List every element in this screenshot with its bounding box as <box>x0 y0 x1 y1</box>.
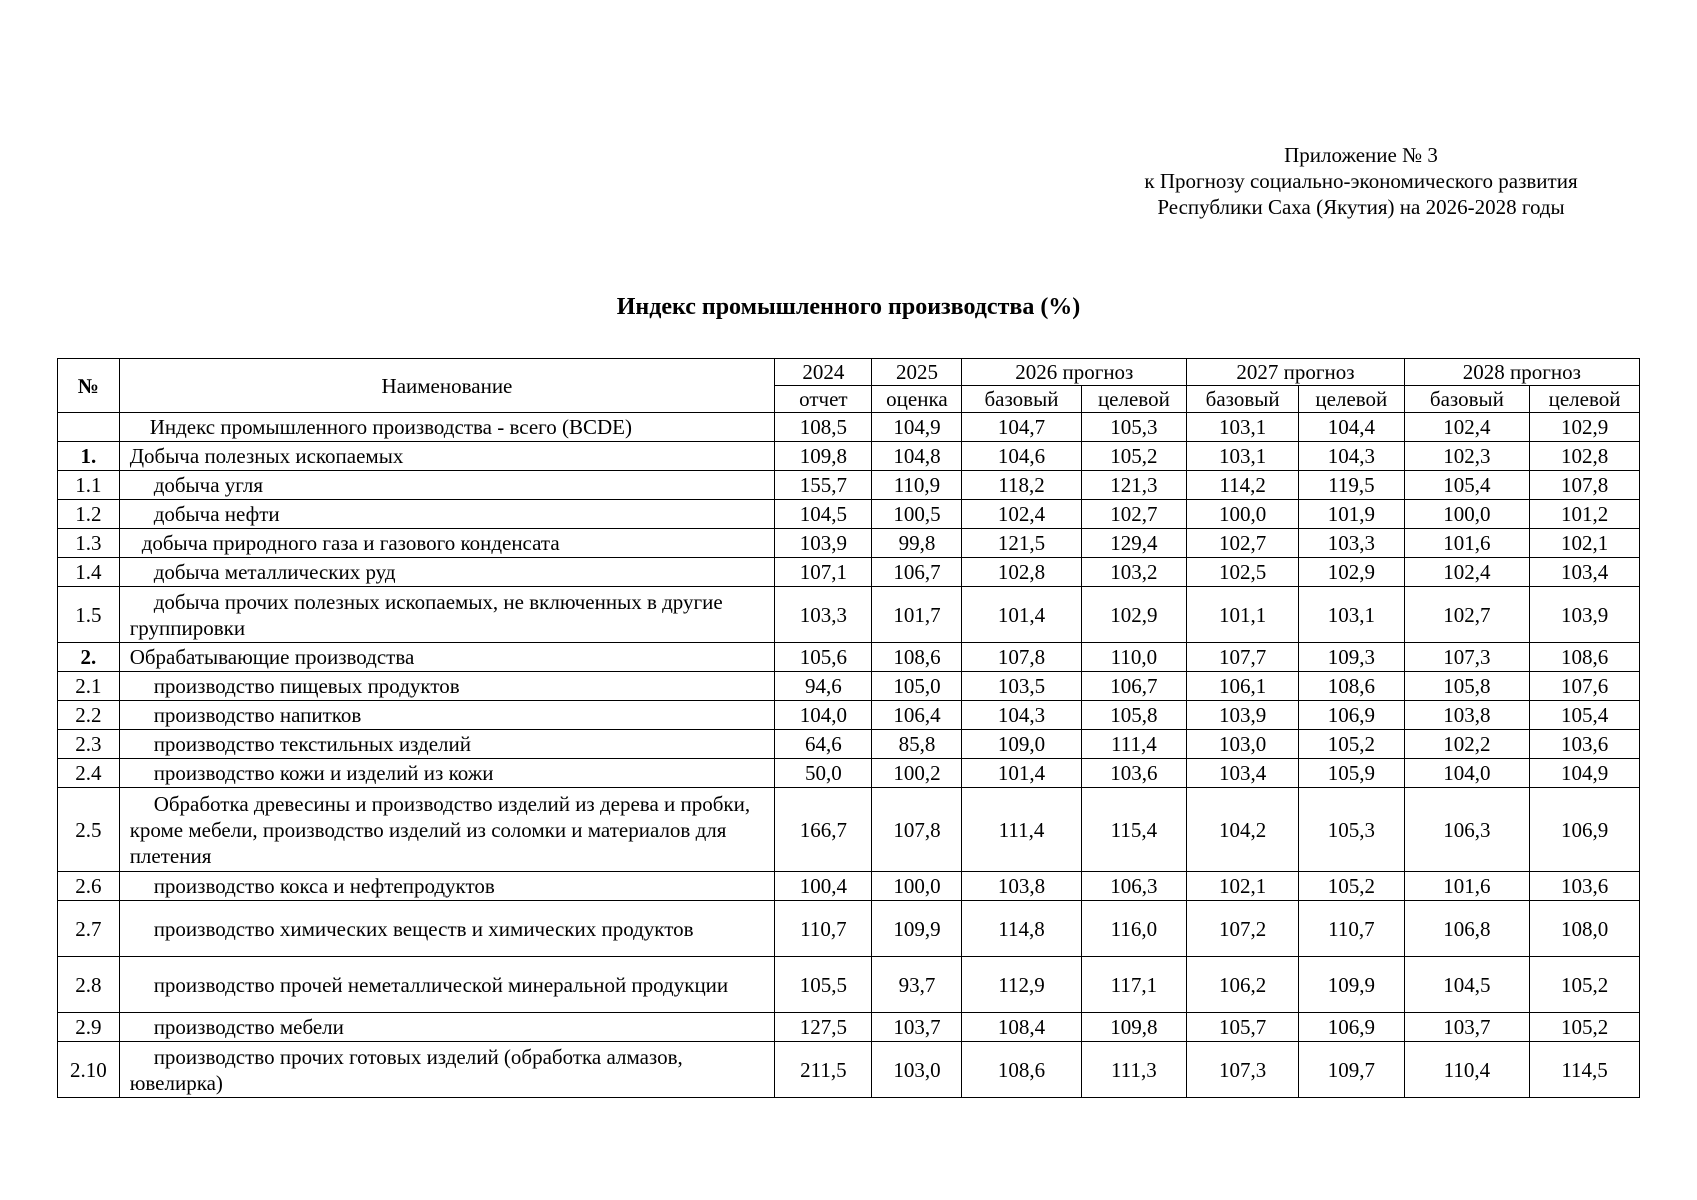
table-row <box>58 701 1640 730</box>
document-title: Индекс промышленного производства (%) <box>616 294 1081 320</box>
value-2028-base: 103,7 <box>1404 1013 1529 1042</box>
value-2027-target: 109,3 <box>1299 643 1405 672</box>
value-2026-base: 109,0 <box>962 730 1081 759</box>
row-name: добыча нефти <box>119 500 775 529</box>
value-2024-report: 103,9 <box>775 529 872 558</box>
value-2025-estimate: 101,7 <box>872 587 962 643</box>
table-row <box>58 730 1640 759</box>
value-2025-estimate: 106,7 <box>872 558 962 587</box>
value-2027-target: 106,9 <box>1299 1013 1405 1042</box>
value-2026-target: 129,4 <box>1081 529 1187 558</box>
value-2026-base: 104,7 <box>962 413 1081 442</box>
value-2026-target: 111,4 <box>1081 730 1187 759</box>
value-2024-report: 110,7 <box>775 901 872 957</box>
value-2026-base: 114,8 <box>962 901 1081 957</box>
value-2024-report: 155,7 <box>775 471 872 500</box>
value-2027-target: 105,2 <box>1299 872 1405 901</box>
value-2028-base: 107,3 <box>1404 643 1529 672</box>
value-2027-target: 105,9 <box>1299 759 1405 788</box>
value-2026-target: 105,8 <box>1081 701 1187 730</box>
value-2026-target: 111,3 <box>1081 1042 1187 1098</box>
value-2026-target: 103,2 <box>1081 558 1187 587</box>
value-2028-base: 102,4 <box>1404 558 1529 587</box>
value-2025-estimate: 99,8 <box>872 529 962 558</box>
value-2027-target: 104,4 <box>1299 413 1405 442</box>
value-2025-estimate: 105,0 <box>872 672 962 701</box>
value-2024-report: 104,5 <box>775 500 872 529</box>
table-row <box>58 1013 1640 1042</box>
value-2028-target: 105,2 <box>1530 1013 1640 1042</box>
value-2028-target: 103,9 <box>1530 587 1640 643</box>
value-2027-target: 102,9 <box>1299 558 1405 587</box>
header-number: № <box>58 359 120 413</box>
row-name: Индекс промышленного производства - всего (BCDE) <box>119 413 775 442</box>
value-2028-base: 106,3 <box>1404 788 1529 872</box>
value-2026-base: 101,4 <box>962 759 1081 788</box>
row-name: производство текстильных изделий <box>119 730 775 759</box>
value-2025-estimate: 108,6 <box>872 643 962 672</box>
industrial-production-table <box>57 358 1640 1098</box>
row-code: 2.2 <box>58 701 120 730</box>
value-2024-report: 107,1 <box>775 558 872 587</box>
appendix-line-2: к Прогнозу социально-экономического развития <box>1144 169 1578 193</box>
value-2027-target: 110,7 <box>1299 901 1405 957</box>
value-2027-base: 103,9 <box>1187 701 1299 730</box>
value-2025-estimate: 103,0 <box>872 1042 962 1098</box>
table-row <box>58 643 1640 672</box>
value-2025-estimate: 100,0 <box>872 872 962 901</box>
table-row <box>58 500 1640 529</box>
value-2025-estimate: 106,4 <box>872 701 962 730</box>
value-2027-target: 101,9 <box>1299 500 1405 529</box>
value-2024-report: 127,5 <box>775 1013 872 1042</box>
value-2028-base: 102,2 <box>1404 730 1529 759</box>
row-name: Обработка древесины и производство изделий из дерева и пробки, кроме мебели, производство изделий из соломки и материалов для плетения <box>119 788 775 872</box>
row-name: производство прочих готовых изделий (обработка алмазов, ювелирка) <box>119 1042 775 1098</box>
value-2028-target: 107,6 <box>1530 672 1640 701</box>
value-2028-target: 104,9 <box>1530 759 1640 788</box>
appendix-line-1: Приложение № 3 <box>1284 143 1438 167</box>
table-header <box>58 359 1640 413</box>
value-2025-estimate: 104,8 <box>872 442 962 471</box>
value-2027-base: 101,1 <box>1187 587 1299 643</box>
value-2026-target: 102,9 <box>1081 587 1187 643</box>
row-code: 2.4 <box>58 759 120 788</box>
row-name: производство кокса и нефтепродуктов <box>119 872 775 901</box>
value-2024-report: 211,5 <box>775 1042 872 1098</box>
table-row <box>58 901 1640 957</box>
value-2028-target: 106,9 <box>1530 788 1640 872</box>
value-2027-base: 105,7 <box>1187 1013 1299 1042</box>
value-2027-target: 105,3 <box>1299 788 1405 872</box>
header-2027-target: целевой <box>1299 386 1405 413</box>
row-name: добыча металлических руд <box>119 558 775 587</box>
header-2027-forecast: 2027 прогноз <box>1187 359 1404 386</box>
header-2028-base: базовый <box>1404 386 1529 413</box>
row-name: Добыча полезных ископаемых <box>119 442 775 471</box>
value-2024-report: 64,6 <box>775 730 872 759</box>
value-2028-target: 107,8 <box>1530 471 1640 500</box>
value-2028-base: 102,7 <box>1404 587 1529 643</box>
table-row <box>58 471 1640 500</box>
value-2028-base: 110,4 <box>1404 1042 1529 1098</box>
table-row <box>58 872 1640 901</box>
value-2025-estimate: 93,7 <box>872 957 962 1013</box>
value-2028-target: 114,5 <box>1530 1042 1640 1098</box>
row-code: 2.1 <box>58 672 120 701</box>
row-code: 1.4 <box>58 558 120 587</box>
value-2027-base: 102,1 <box>1187 872 1299 901</box>
value-2024-report: 100,4 <box>775 872 872 901</box>
value-2026-base: 107,8 <box>962 643 1081 672</box>
value-2025-estimate: 85,8 <box>872 730 962 759</box>
value-2024-report: 104,0 <box>775 701 872 730</box>
value-2028-base: 102,4 <box>1404 413 1529 442</box>
row-name: производство пищевых продуктов <box>119 672 775 701</box>
table-row <box>58 413 1640 442</box>
value-2026-target: 117,1 <box>1081 957 1187 1013</box>
table-row <box>58 957 1640 1013</box>
table-row <box>58 1042 1640 1098</box>
value-2025-estimate: 110,9 <box>872 471 962 500</box>
value-2027-target: 105,2 <box>1299 730 1405 759</box>
value-2026-base: 104,3 <box>962 701 1081 730</box>
row-name: добыча прочих полезных ископаемых, не включенных в другие группировки <box>119 587 775 643</box>
value-2027-base: 106,2 <box>1187 957 1299 1013</box>
header-2027-base: базовый <box>1187 386 1299 413</box>
value-2028-base: 105,8 <box>1404 672 1529 701</box>
value-2024-report: 94,6 <box>775 672 872 701</box>
row-code: 2.7 <box>58 901 120 957</box>
value-2026-target: 106,7 <box>1081 672 1187 701</box>
value-2028-base: 101,6 <box>1404 872 1529 901</box>
value-2028-base: 100,0 <box>1404 500 1529 529</box>
row-code: 2.10 <box>58 1042 120 1098</box>
value-2026-target: 103,6 <box>1081 759 1187 788</box>
value-2027-base: 103,1 <box>1187 442 1299 471</box>
value-2027-base: 107,3 <box>1187 1042 1299 1098</box>
value-2026-target: 110,0 <box>1081 643 1187 672</box>
row-name: производство мебели <box>119 1013 775 1042</box>
value-2027-target: 103,3 <box>1299 529 1405 558</box>
value-2028-base: 104,5 <box>1404 957 1529 1013</box>
value-2028-target: 108,6 <box>1530 643 1640 672</box>
value-2027-target: 106,9 <box>1299 701 1405 730</box>
header-2024-report: отчет <box>775 386 872 413</box>
value-2024-report: 105,6 <box>775 643 872 672</box>
value-2024-report: 103,3 <box>775 587 872 643</box>
value-2028-target: 103,6 <box>1530 872 1640 901</box>
row-name: производство прочей неметаллической минеральной продукции <box>119 957 775 1013</box>
header-2028-target: целевой <box>1530 386 1640 413</box>
value-2025-estimate: 104,9 <box>872 413 962 442</box>
value-2028-target: 101,2 <box>1530 500 1640 529</box>
value-2025-estimate: 103,7 <box>872 1013 962 1042</box>
row-code: 1. <box>58 442 120 471</box>
row-name: добыча природного газа и газового конденсата <box>119 529 775 558</box>
row-code: 2.9 <box>58 1013 120 1042</box>
appendix-line-3: Республики Саха (Якутия) на 2026-2028 годы <box>1157 195 1565 219</box>
value-2028-target: 105,2 <box>1530 957 1640 1013</box>
value-2027-base: 107,2 <box>1187 901 1299 957</box>
row-code: 2.3 <box>58 730 120 759</box>
value-2028-base: 103,8 <box>1404 701 1529 730</box>
value-2026-target: 115,4 <box>1081 788 1187 872</box>
header-2025-estimate: оценка <box>872 386 962 413</box>
table-row <box>58 587 1640 643</box>
appendix-note <box>1081 142 1641 220</box>
value-2027-base: 102,7 <box>1187 529 1299 558</box>
value-2024-report: 166,7 <box>775 788 872 872</box>
value-2026-target: 121,3 <box>1081 471 1187 500</box>
row-code: 1.1 <box>58 471 120 500</box>
header-2025: 2025 <box>872 359 962 386</box>
value-2026-base: 111,4 <box>962 788 1081 872</box>
value-2028-target: 102,8 <box>1530 442 1640 471</box>
table-row <box>58 442 1640 471</box>
header-2028-forecast: 2028 прогноз <box>1404 359 1639 386</box>
row-name: производство напитков <box>119 701 775 730</box>
value-2027-base: 114,2 <box>1187 471 1299 500</box>
table-row <box>58 759 1640 788</box>
value-2028-target: 105,4 <box>1530 701 1640 730</box>
value-2027-base: 104,2 <box>1187 788 1299 872</box>
header-2026-forecast: 2026 прогноз <box>962 359 1187 386</box>
value-2025-estimate: 107,8 <box>872 788 962 872</box>
value-2024-report: 108,5 <box>775 413 872 442</box>
value-2028-target: 102,1 <box>1530 529 1640 558</box>
header-2026-base: базовый <box>962 386 1081 413</box>
value-2027-target: 119,5 <box>1299 471 1405 500</box>
row-code: 2.5 <box>58 788 120 872</box>
value-2027-base: 103,4 <box>1187 759 1299 788</box>
value-2026-base: 103,8 <box>962 872 1081 901</box>
table-body <box>58 413 1640 1098</box>
value-2028-base: 104,0 <box>1404 759 1529 788</box>
value-2026-base: 103,5 <box>962 672 1081 701</box>
value-2027-base: 103,0 <box>1187 730 1299 759</box>
value-2027-base: 100,0 <box>1187 500 1299 529</box>
value-2024-report: 105,5 <box>775 957 872 1013</box>
value-2027-base: 106,1 <box>1187 672 1299 701</box>
value-2026-base: 102,8 <box>962 558 1081 587</box>
value-2026-base: 118,2 <box>962 471 1081 500</box>
value-2028-target: 103,6 <box>1530 730 1640 759</box>
value-2024-report: 50,0 <box>775 759 872 788</box>
row-code: 2.6 <box>58 872 120 901</box>
value-2026-target: 106,3 <box>1081 872 1187 901</box>
value-2025-estimate: 100,2 <box>872 759 962 788</box>
row-code: 2. <box>58 643 120 672</box>
value-2026-base: 102,4 <box>962 500 1081 529</box>
value-2026-base: 101,4 <box>962 587 1081 643</box>
value-2026-base: 108,6 <box>962 1042 1081 1098</box>
value-2027-base: 107,7 <box>1187 643 1299 672</box>
value-2028-base: 102,3 <box>1404 442 1529 471</box>
value-2027-target: 104,3 <box>1299 442 1405 471</box>
value-2025-estimate: 109,9 <box>872 901 962 957</box>
value-2028-target: 102,9 <box>1530 413 1640 442</box>
value-2026-target: 109,8 <box>1081 1013 1187 1042</box>
row-name: добыча угля <box>119 471 775 500</box>
value-2028-base: 101,6 <box>1404 529 1529 558</box>
value-2028-target: 108,0 <box>1530 901 1640 957</box>
row-name: производство кожи и изделий из кожи <box>119 759 775 788</box>
table-row <box>58 672 1640 701</box>
header-name: Наименование <box>119 359 775 413</box>
row-name: производство химических веществ и химических продуктов <box>119 901 775 957</box>
value-2028-target: 103,4 <box>1530 558 1640 587</box>
value-2027-target: 109,7 <box>1299 1042 1405 1098</box>
row-code: 1.5 <box>58 587 120 643</box>
header-2026-target: целевой <box>1081 386 1187 413</box>
value-2027-target: 109,9 <box>1299 957 1405 1013</box>
value-2028-base: 106,8 <box>1404 901 1529 957</box>
table-row <box>58 788 1640 872</box>
value-2026-base: 112,9 <box>962 957 1081 1013</box>
value-2026-target: 116,0 <box>1081 901 1187 957</box>
value-2027-target: 108,6 <box>1299 672 1405 701</box>
value-2026-base: 121,5 <box>962 529 1081 558</box>
row-code: 1.3 <box>58 529 120 558</box>
header-2024: 2024 <box>775 359 872 386</box>
row-name: Обрабатывающие производства <box>119 643 775 672</box>
value-2024-report: 109,8 <box>775 442 872 471</box>
table-row <box>58 529 1640 558</box>
value-2026-base: 104,6 <box>962 442 1081 471</box>
value-2028-base: 105,4 <box>1404 471 1529 500</box>
value-2026-target: 105,3 <box>1081 413 1187 442</box>
value-2027-base: 102,5 <box>1187 558 1299 587</box>
value-2027-target: 103,1 <box>1299 587 1405 643</box>
value-2027-base: 103,1 <box>1187 413 1299 442</box>
value-2025-estimate: 100,5 <box>872 500 962 529</box>
value-2026-target: 102,7 <box>1081 500 1187 529</box>
value-2026-target: 105,2 <box>1081 442 1187 471</box>
row-code <box>58 413 120 442</box>
row-code: 2.8 <box>58 957 120 1013</box>
row-code: 1.2 <box>58 500 120 529</box>
value-2026-base: 108,4 <box>962 1013 1081 1042</box>
table-row <box>58 558 1640 587</box>
